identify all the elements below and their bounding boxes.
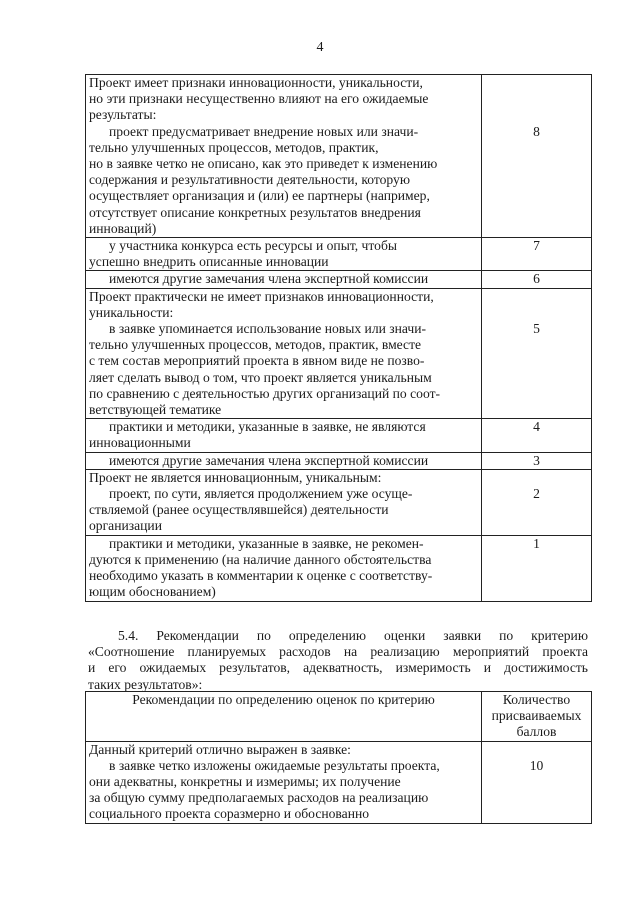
criterion-line: Проект не является инновационным, уникальным:	[89, 469, 382, 485]
criterion-line: имеются другие замечания члена экспертной комиссии	[109, 452, 429, 468]
criterion-description	[86, 741, 482, 823]
criterion-line: инновационными	[89, 435, 191, 451]
score-cell	[482, 288, 592, 419]
score-cell	[482, 271, 592, 288]
criterion-line: они адекватны, конкретны и измеримы; их получение	[89, 774, 401, 790]
criterion-line: с тем состав мероприятий проекта в явном виде не позво-	[89, 353, 425, 369]
score-value: 6	[533, 271, 540, 287]
section-5-4-heading	[88, 628, 588, 693]
criterion-line: в заявке четко изложены ожидаемые результаты проекта,	[109, 757, 440, 773]
criterion-line: осуществляет организация и (или) ее партнеры (например,	[89, 188, 430, 204]
score-value: 7	[533, 238, 540, 254]
criterion-line: тельно улучшенных процессов, методов, практик, вместе	[89, 337, 422, 353]
page-number: 4	[316, 40, 324, 55]
criterion-description	[86, 75, 482, 238]
criterion-line: за общую сумму предполагаемых расходов на реализацию	[89, 790, 429, 806]
score-value: 4	[533, 419, 540, 435]
section-line: «Соотношение планируемых расходов на реализацию мероприятий проекта	[88, 644, 588, 660]
score-cell	[482, 238, 592, 271]
criterion-line: по сравнению с деятельностью других организаций по соот-	[89, 385, 441, 401]
criterion-description	[86, 469, 482, 535]
table-row	[86, 288, 592, 419]
criterion-description	[86, 419, 482, 452]
criterion-line: организации	[89, 518, 162, 534]
criterion-description	[86, 238, 482, 271]
section-line: 5.4. Рекомендации по определению оценки заявки по критерию	[118, 628, 588, 643]
score-value: 2	[533, 486, 540, 502]
header-points-line: Количество	[502, 692, 571, 707]
criterion-line: практики и методики, указанные в заявке, не являются	[109, 419, 426, 435]
criterion-description	[86, 271, 482, 288]
criterion-line: отсутствует описание конкретных результатов внедрения	[89, 204, 421, 220]
table-row	[86, 741, 592, 823]
criterion-line: ветствующей тематике	[89, 402, 222, 418]
score-cell	[482, 741, 592, 823]
criteria-table-budget	[85, 691, 592, 824]
criterion-line: имеются другие замечания члена экспертной комиссии	[109, 271, 429, 287]
section-line: таких результатов»:	[88, 676, 203, 692]
score-value: 1	[533, 535, 540, 551]
criterion-line: Проект имеет признаки инновационности, уникальности,	[89, 75, 423, 90]
header-points	[482, 692, 592, 742]
score-cell	[482, 535, 592, 601]
criterion-line: в заявке упоминается использование новых или значи-	[109, 321, 427, 337]
criterion-line: практики и методики, указанные в заявке, не рекомен-	[109, 535, 424, 551]
score-value: 10	[529, 757, 544, 773]
criteria-table-innovation	[85, 74, 592, 602]
criterion-line: ствляемой (ранее осуществлявшейся) деятельности	[89, 502, 389, 518]
criterion-line: инноваций)	[89, 220, 157, 236]
criterion-line: необходимо указать в комментарии к оценке с соответству-	[89, 568, 433, 584]
table-row	[86, 271, 592, 288]
criterion-line: но эти признаки несущественно влияют на его ожидаемые	[89, 91, 429, 107]
criterion-line: социального проекта соразмерно и обоснованно	[89, 806, 370, 822]
criterion-line: ющим обоснованием)	[89, 584, 216, 600]
criterion-line: уникальности:	[89, 304, 174, 320]
criterion-line: содержания и результативности деятельности, которую	[89, 172, 410, 188]
criterion-line: Данный критерий отлично выражен в заявке:	[89, 741, 351, 757]
criterion-line: Проект практически не имеет признаков инновационности,	[89, 288, 434, 304]
header-points-line: присваиваемых	[491, 708, 582, 724]
header-points-line: баллов	[516, 724, 557, 740]
table-row	[86, 75, 592, 238]
section-line: и его ожидаемых результатов, адекватность, измеримость и достижимость	[88, 660, 588, 676]
criterion-description	[86, 535, 482, 601]
score-value: 3	[533, 452, 540, 468]
header-recommendations: Рекомендации по определению оценок по критерию	[86, 692, 482, 742]
criterion-line: ляет сделать вывод о том, что проект является уникальным	[89, 369, 432, 385]
criterion-line: тельно улучшенных процессов, методов, практик,	[89, 139, 379, 155]
table-row	[86, 238, 592, 271]
score-cell	[482, 469, 592, 535]
score-cell	[482, 452, 592, 469]
criterion-line: успешно внедрить описанные инновации	[89, 254, 329, 270]
criterion-line: у участника конкурса есть ресурсы и опыт, чтобы	[109, 238, 398, 254]
table-row	[86, 535, 592, 601]
criterion-line: проект, по сути, является продолжением уже осуще-	[109, 486, 413, 502]
criterion-line: результаты:	[89, 107, 157, 123]
criterion-line: но в заявке четко не описано, как это приведет к изменению	[89, 156, 438, 172]
criterion-description	[86, 452, 482, 469]
table-row	[86, 419, 592, 452]
score-cell	[482, 75, 592, 238]
criterion-description	[86, 288, 482, 419]
criterion-line: проект предусматривает внедрение новых или значи-	[109, 123, 419, 139]
table-row	[86, 452, 592, 469]
score-value: 5	[533, 321, 540, 337]
table-header-row	[86, 692, 592, 742]
score-value: 8	[533, 123, 540, 139]
table-row	[86, 469, 592, 535]
score-cell	[482, 419, 592, 452]
criterion-line: дуются к применению (на наличие данного обстоятельства	[89, 551, 432, 567]
